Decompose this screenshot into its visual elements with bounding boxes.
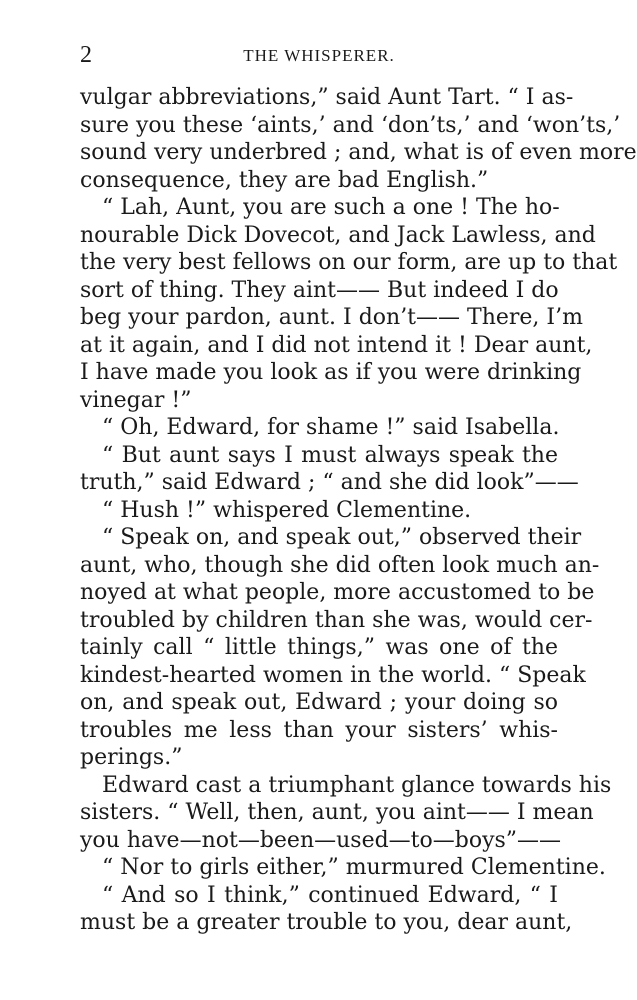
text-line: sound very underbred ; and, what is of even more [80,140,637,165]
text-line: nourable Dick Dovecot, and Jack Lawless, and [80,222,596,248]
text-line: you have—not—been—used—to—boys”—— [80,827,562,853]
text-line: at it again, and I did not intend it ! Dear aunt, [80,332,593,358]
text-line: “ Lah, Aunt, you are such a one ! The ho- [102,195,560,220]
text-line: sort of thing. They aint—— But indeed I do [80,277,559,303]
text-line: “ And so I think,” continued Edward, “ I [102,882,558,908]
text-line: troubled by children than she was, would cer- [80,607,593,633]
text-line: vulgar abbreviations,” said Aunt Tart. “ I as- [80,85,574,110]
running-title: THE WHISPERER. [243,46,395,65]
body-text [80,84,637,937]
text-line: tainly call “ little things,” was one of the [80,635,558,660]
text-line: kindest-hearted women in the world. “ Speak [80,662,586,688]
text-line: noyed at what people, more accustomed to be [80,580,595,605]
page-number: 2 [80,42,92,68]
text-line: the very best fellows on our form, are up to that [80,250,618,275]
text-line: beg your pardon, aunt. I don’t—— There, I’m [80,305,583,330]
text-line: Edward cast a triumphant glance towards his [102,772,612,798]
text-line: sure you these ‘aints,’ and ‘don’ts,’ and ‘won’ts,’ [80,112,621,138]
text-line: troubles me less than your sisters’ whis- [80,717,558,743]
text-line: aunt, who, though she did often look much an- [80,552,600,578]
text-line: sisters. “ Well, then, aunt, you aint—— I mean [80,800,594,825]
text-line: truth,” said Edward ; “ and she did look”—— [80,470,579,495]
text-line: “ But aunt says I must always speak the [102,442,558,468]
text-line: “ Hush !” whispered Clementine. [102,497,472,523]
running-head [80,40,558,70]
text-line: on, and speak out, Edward ; your doing so [80,690,558,715]
text-line: perings.” [80,745,183,770]
text-line: I have made you look as if you were drinking [80,360,582,385]
text-line: must be a greater trouble to you, dear aunt, [80,910,573,935]
text-line: vinegar !” [80,387,192,413]
text-line: “ Nor to girls either,” murmured Clementine. [102,855,606,880]
text-line: consequence, they are bad English.” [80,167,489,193]
text-line: “ Speak on, and speak out,” observed their [102,525,582,550]
text-line: “ Oh, Edward, for shame !” said Isabella. [102,415,560,440]
